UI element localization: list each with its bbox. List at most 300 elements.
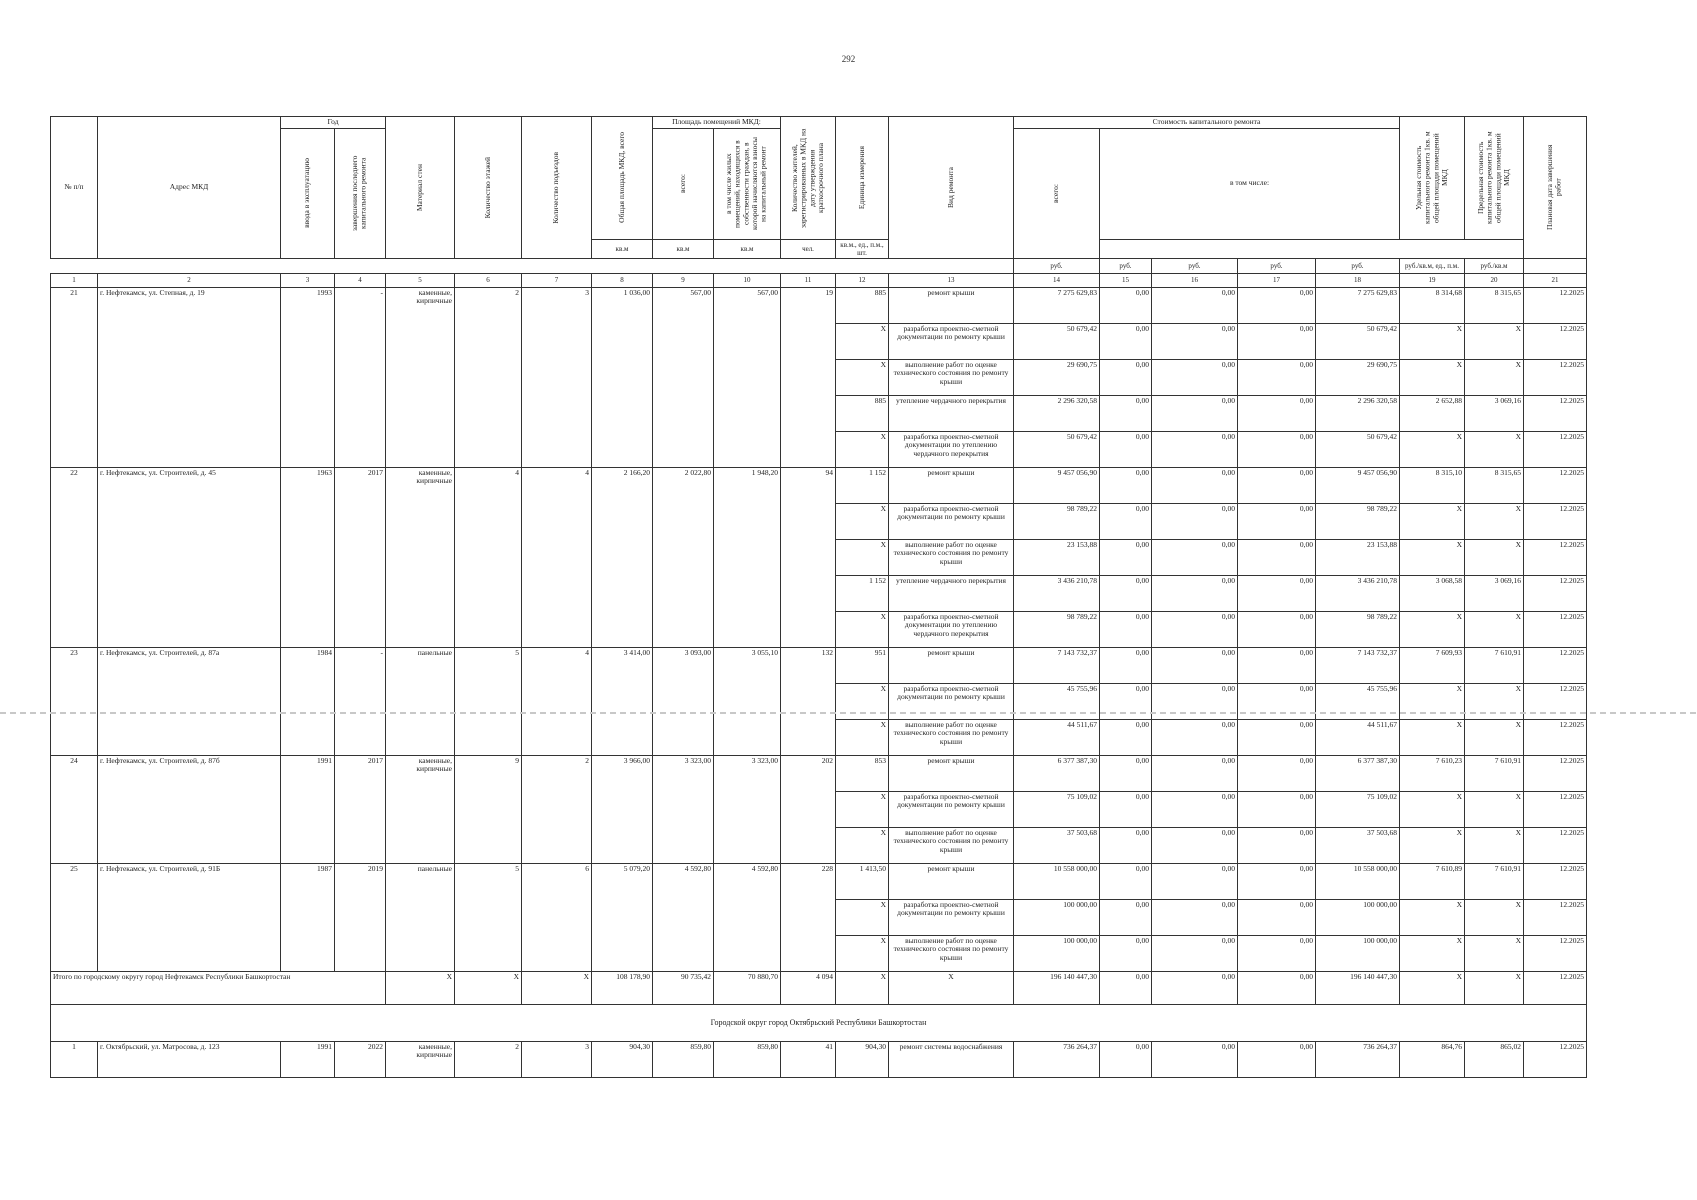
total-entrances: X xyxy=(522,971,592,1004)
work-type: выполнение работ по оценке технического состояния по ремонту крыши xyxy=(889,827,1014,863)
wall-material: каменные, кирпичные xyxy=(386,287,455,467)
work-type: ремонт крыши xyxy=(889,647,1014,683)
premises-contrib-area: 1 948,20 xyxy=(714,467,781,647)
cost-fund: 0,00 xyxy=(1100,395,1152,431)
work-type: выполнение работ по оценке технического состояния по ремонту крыши xyxy=(889,719,1014,755)
header-unit-cost: Удельная стоимость капитального ремонта 1кв. м общей площади помещений МКД xyxy=(1400,117,1465,240)
cost-fund: 0,00 xyxy=(1100,467,1152,503)
max-unit-cost: X xyxy=(1465,539,1524,575)
cost-republic-budget: 0,00 xyxy=(1152,899,1238,935)
floors-count: 2 xyxy=(455,1041,522,1077)
column-number: 10 xyxy=(714,273,781,287)
column-number: 11 xyxy=(781,273,836,287)
cost-local-budget: 0,00 xyxy=(1238,323,1316,359)
max-unit-cost: X xyxy=(1465,503,1524,539)
total-label: Итого по городскому округу город Нефтекамск Республики Башкортостан xyxy=(51,971,386,1004)
unit-cost: X xyxy=(1400,935,1465,971)
premises-contrib-area: 4 592,80 xyxy=(714,863,781,971)
unit-local: руб. xyxy=(1238,258,1316,273)
total-unit: X xyxy=(836,971,889,1004)
cost-fund: 0,00 xyxy=(1100,647,1152,683)
unit-premises-total: кв.м xyxy=(653,239,714,258)
cost-total: 37 503,68 xyxy=(1014,827,1100,863)
cost-local-budget: 0,00 xyxy=(1238,359,1316,395)
total-area: 3 966,00 xyxy=(592,755,653,863)
completion-date: 12.2025 xyxy=(1524,827,1587,863)
cost-republic-budget: 0,00 xyxy=(1152,323,1238,359)
cost-owners: 9 457 056,90 xyxy=(1316,467,1400,503)
cost-owners: 45 755,96 xyxy=(1316,683,1400,719)
cost-total: 98 789,22 xyxy=(1014,503,1100,539)
unit-cost: X xyxy=(1400,431,1465,467)
work-unit: X xyxy=(836,431,889,467)
unit-measure: кв.м., ед., п.м., шт. xyxy=(836,239,889,258)
completion-date: 12.2025 xyxy=(1524,323,1587,359)
unit-residents: чел. xyxy=(781,239,836,258)
unit-cost: X xyxy=(1400,683,1465,719)
work-type: разработка проектно-сметной документации по ремонту крыши xyxy=(889,683,1014,719)
column-number: 2 xyxy=(98,273,281,287)
work-unit: X xyxy=(836,719,889,755)
work-type: ремонт системы водоснабжения xyxy=(889,1041,1014,1077)
max-unit-cost: X xyxy=(1465,719,1524,755)
header-premises-contrib: в том числе жилых помещений, находящихся в собственности граждан, в которой начисляются взносы на капитальный ремонт xyxy=(714,128,781,239)
cost-total: 50 679,42 xyxy=(1014,323,1100,359)
unit-cost: X xyxy=(1400,503,1465,539)
work-type: разработка проектно-сметной документации по ремонту крыши xyxy=(889,503,1014,539)
total-premises-contrib: 70 880,70 xyxy=(714,971,781,1004)
unit-unit-cost: руб./кв.м, ед., п.м. xyxy=(1400,258,1465,273)
residents-count: 19 xyxy=(781,287,836,467)
completion-date: 12.2025 xyxy=(1524,935,1587,971)
row-number: 23 xyxy=(51,647,98,755)
row-number: 22 xyxy=(51,467,98,647)
completion-date: 12.2025 xyxy=(1524,611,1587,647)
column-number: 21 xyxy=(1524,273,1587,287)
column-number: 13 xyxy=(889,273,1014,287)
work-type: утепление чердачного перекрытия xyxy=(889,395,1014,431)
unit-cost: 7 609,93 xyxy=(1400,647,1465,683)
unit-cost: X xyxy=(1400,359,1465,395)
total-local-budget: 0,00 xyxy=(1238,971,1316,1004)
premises-area: 2 022,80 xyxy=(653,467,714,647)
wall-material: каменные, кирпичные xyxy=(386,467,455,647)
house-address: г. Нефтекамск, ул. Строителей, д. 45 xyxy=(98,467,281,647)
cost-fund: 0,00 xyxy=(1100,683,1152,719)
total-row xyxy=(51,971,1587,1004)
unit-cost: 864,76 xyxy=(1400,1041,1465,1077)
completion-date: 12.2025 xyxy=(1524,755,1587,791)
cost-republic-budget: 0,00 xyxy=(1152,287,1238,323)
cost-republic-budget: 0,00 xyxy=(1152,467,1238,503)
table-body xyxy=(51,273,1587,1077)
cost-fund: 0,00 xyxy=(1100,323,1152,359)
work-unit: X xyxy=(836,683,889,719)
table-row xyxy=(51,755,1587,791)
total-unit-cost: X xyxy=(1400,971,1465,1004)
cost-republic-budget: 0,00 xyxy=(1152,647,1238,683)
entrances-count: 4 xyxy=(522,647,592,755)
cost-republic-budget: 0,00 xyxy=(1152,683,1238,719)
cost-fund: 0,00 xyxy=(1100,539,1152,575)
cost-owners: 6 377 387,30 xyxy=(1316,755,1400,791)
completion-date: 12.2025 xyxy=(1524,395,1587,431)
work-unit: X xyxy=(836,323,889,359)
column-number: 15 xyxy=(1100,273,1152,287)
completion-date: 12.2025 xyxy=(1524,575,1587,611)
completion-date: 12.2025 xyxy=(1524,1041,1587,1077)
work-unit: X xyxy=(836,899,889,935)
work-unit: 1 152 xyxy=(836,575,889,611)
cost-fund: 0,00 xyxy=(1100,359,1152,395)
cost-owners: 100 000,00 xyxy=(1316,899,1400,935)
header-max-cost: Предельная стоимость капитального ремонта 1кв. м общей площади помещений МКД xyxy=(1465,117,1524,240)
year-last-repair: 2022 xyxy=(335,1041,386,1077)
completion-date: 12.2025 xyxy=(1524,647,1587,683)
completion-date: 12.2025 xyxy=(1524,467,1587,503)
cost-local-budget: 0,00 xyxy=(1238,503,1316,539)
total-max-cost: X xyxy=(1465,971,1524,1004)
total-area: 5 079,20 xyxy=(592,863,653,971)
column-number: 18 xyxy=(1316,273,1400,287)
residents-count: 132 xyxy=(781,647,836,755)
cost-owners: 3 436 210,78 xyxy=(1316,575,1400,611)
cost-republic-budget: 0,00 xyxy=(1152,863,1238,899)
work-unit: 1 413,50 xyxy=(836,863,889,899)
unit-cost: 7 610,89 xyxy=(1400,863,1465,899)
table-row xyxy=(51,467,1587,503)
column-number: 20 xyxy=(1465,273,1524,287)
work-unit: X xyxy=(836,611,889,647)
year-built: 1991 xyxy=(281,755,335,863)
year-last-repair: 2017 xyxy=(335,467,386,647)
cost-total: 2 296 320,58 xyxy=(1014,395,1100,431)
cost-local-budget: 0,00 xyxy=(1238,827,1316,863)
cost-fund: 0,00 xyxy=(1100,287,1152,323)
residents-count: 94 xyxy=(781,467,836,647)
premises-contrib-area: 3 323,00 xyxy=(714,755,781,863)
completion-date: 12.2025 xyxy=(1524,359,1587,395)
header-unit: Единица измерения xyxy=(836,117,889,240)
total-area-sum: 108 178,90 xyxy=(592,971,653,1004)
max-unit-cost: X xyxy=(1465,431,1524,467)
premises-area: 567,00 xyxy=(653,287,714,467)
floors-count: 2 xyxy=(455,287,522,467)
work-unit: X xyxy=(836,539,889,575)
total-area: 3 414,00 xyxy=(592,647,653,755)
unit-cost: X xyxy=(1400,791,1465,827)
work-type: утепление чердачного перекрытия xyxy=(889,575,1014,611)
total-material: X xyxy=(386,971,455,1004)
unit-cost: X xyxy=(1400,719,1465,755)
column-number: 4 xyxy=(335,273,386,287)
cost-owners: 10 558 000,00 xyxy=(1316,863,1400,899)
completion-date: 12.2025 xyxy=(1524,899,1587,935)
cost-local-budget: 0,00 xyxy=(1238,611,1316,647)
table-row xyxy=(51,647,1587,683)
repair-plan-table xyxy=(50,116,1587,1078)
unit-owners: руб. xyxy=(1316,258,1400,273)
cost-local-budget: 0,00 xyxy=(1238,1041,1316,1077)
cost-local-budget: 0,00 xyxy=(1238,755,1316,791)
cost-local-budget: 0,00 xyxy=(1238,899,1316,935)
column-number: 3 xyxy=(281,273,335,287)
entrances-count: 2 xyxy=(522,755,592,863)
max-unit-cost: X xyxy=(1465,323,1524,359)
cost-owners: 44 511,67 xyxy=(1316,719,1400,755)
cost-total: 10 558 000,00 xyxy=(1014,863,1100,899)
cost-local-budget: 0,00 xyxy=(1238,683,1316,719)
completion-date: 12.2025 xyxy=(1524,719,1587,755)
work-type: разработка проектно-сметной документации по ремонту крыши xyxy=(889,791,1014,827)
cost-total: 23 153,88 xyxy=(1014,539,1100,575)
header-entrances: Количество подъездов xyxy=(522,117,592,259)
header-num: № п/п xyxy=(51,117,98,259)
header-year-commissioning: ввода в эксплуатацию xyxy=(281,128,335,258)
cost-owners: 50 679,42 xyxy=(1316,431,1400,467)
premises-area: 3 323,00 xyxy=(653,755,714,863)
cost-local-budget: 0,00 xyxy=(1238,575,1316,611)
scan-artifact-line xyxy=(0,712,1697,714)
completion-date: 12.2025 xyxy=(1524,431,1587,467)
column-number: 19 xyxy=(1400,273,1465,287)
unit-total-area: кв.м xyxy=(592,239,653,258)
cost-owners: 29 690,75 xyxy=(1316,359,1400,395)
work-unit: 904,30 xyxy=(836,1041,889,1077)
entrances-count: 4 xyxy=(522,467,592,647)
house-address: г. Нефтекамск, ул. Строителей, д. 91Б xyxy=(98,863,281,971)
row-number: 21 xyxy=(51,287,98,467)
year-built: 1987 xyxy=(281,863,335,971)
residents-count: 41 xyxy=(781,1041,836,1077)
premises-area: 859,80 xyxy=(653,1041,714,1077)
header-residents: Количество жителей, зарегистрированных в МКД на дату утверждения краткосрочного плана xyxy=(781,117,836,240)
unit-cost: 8 314,68 xyxy=(1400,287,1465,323)
cost-owners: 98 789,22 xyxy=(1316,611,1400,647)
cost-total: 50 679,42 xyxy=(1014,431,1100,467)
total-fund: 0,00 xyxy=(1100,971,1152,1004)
unit-cost: X xyxy=(1400,827,1465,863)
completion-date: 12.2025 xyxy=(1524,683,1587,719)
premises-contrib-area: 567,00 xyxy=(714,287,781,467)
header-completion-date: Плановая дата завершения работ xyxy=(1524,117,1587,259)
max-unit-cost: 7 610,91 xyxy=(1465,647,1524,683)
max-unit-cost: 7 610,91 xyxy=(1465,755,1524,791)
cost-total: 75 109,02 xyxy=(1014,791,1100,827)
header-year-last-repair: завершения последнего капитального ремонта xyxy=(335,128,386,258)
cost-owners: 98 789,22 xyxy=(1316,503,1400,539)
work-type: разработка проектно-сметной документации по утеплению чердачного перекрытия xyxy=(889,611,1014,647)
wall-material: каменные, кирпичные xyxy=(386,1041,455,1077)
cost-local-budget: 0,00 xyxy=(1238,431,1316,467)
max-unit-cost: 7 610,91 xyxy=(1465,863,1524,899)
unit-fund: руб. xyxy=(1100,258,1152,273)
work-type: ремонт крыши xyxy=(889,467,1014,503)
unit-rb: руб. xyxy=(1152,258,1238,273)
cost-local-budget: 0,00 xyxy=(1238,467,1316,503)
entrances-count: 6 xyxy=(522,863,592,971)
cost-owners: 75 109,02 xyxy=(1316,791,1400,827)
cost-republic-budget: 0,00 xyxy=(1152,395,1238,431)
cost-republic-budget: 0,00 xyxy=(1152,539,1238,575)
cost-fund: 0,00 xyxy=(1100,935,1152,971)
premises-contrib-area: 859,80 xyxy=(714,1041,781,1077)
work-type: разработка проектно-сметной документации по утеплению чердачного перекрытия xyxy=(889,431,1014,467)
house-address: г. Нефтекамск, ул. Строителей, д. 87б xyxy=(98,755,281,863)
total-residents: 4 094 xyxy=(781,971,836,1004)
cost-owners: 736 264,37 xyxy=(1316,1041,1400,1077)
cost-fund: 0,00 xyxy=(1100,1041,1152,1077)
cost-fund: 0,00 xyxy=(1100,755,1152,791)
total-floors: X xyxy=(455,971,522,1004)
cost-total: 7 143 732,37 xyxy=(1014,647,1100,683)
column-number: 9 xyxy=(653,273,714,287)
cost-owners: 37 503,68 xyxy=(1316,827,1400,863)
cost-total: 3 436 210,78 xyxy=(1014,575,1100,611)
cost-republic-budget: 0,00 xyxy=(1152,791,1238,827)
table-row xyxy=(51,287,1587,323)
cost-fund: 0,00 xyxy=(1100,791,1152,827)
unit-cost: 7 610,23 xyxy=(1400,755,1465,791)
year-last-repair: - xyxy=(335,287,386,467)
total-date: 12.2025 xyxy=(1524,971,1587,1004)
max-unit-cost: 865,02 xyxy=(1465,1041,1524,1077)
header-total-area: Общая площадь МКД, всего xyxy=(592,117,653,240)
cost-local-budget: 0,00 xyxy=(1238,539,1316,575)
header-work-type: Вид ремонта xyxy=(889,117,1014,259)
column-number: 12 xyxy=(836,273,889,287)
year-built: 1963 xyxy=(281,467,335,647)
cost-total: 100 000,00 xyxy=(1014,899,1100,935)
completion-date: 12.2025 xyxy=(1524,863,1587,899)
row-number: 1 xyxy=(51,1041,98,1077)
header-cost-group: Стоимость капитального ремонта xyxy=(1014,117,1400,129)
column-number: 14 xyxy=(1014,273,1100,287)
floors-count: 5 xyxy=(455,863,522,971)
work-type: выполнение работ по оценке технического состояния по ремонту крыши xyxy=(889,935,1014,971)
cost-local-budget: 0,00 xyxy=(1238,719,1316,755)
cost-local-budget: 0,00 xyxy=(1238,863,1316,899)
residents-count: 202 xyxy=(781,755,836,863)
max-unit-cost: X xyxy=(1465,791,1524,827)
max-unit-cost: 3 069,16 xyxy=(1465,395,1524,431)
year-built: 1984 xyxy=(281,647,335,755)
max-unit-cost: 8 315,65 xyxy=(1465,287,1524,323)
year-built: 1993 xyxy=(281,287,335,467)
cost-owners: 2 296 320,58 xyxy=(1316,395,1400,431)
unit-max-cost: руб./кв.м xyxy=(1465,258,1524,273)
total-area: 2 166,20 xyxy=(592,467,653,647)
total-work-type: X xyxy=(889,971,1014,1004)
total-premises-area: 90 735,42 xyxy=(653,971,714,1004)
cost-total: 6 377 387,30 xyxy=(1014,755,1100,791)
work-type: разработка проектно-сметной документации по ремонту крыши xyxy=(889,323,1014,359)
max-unit-cost: 8 315,65 xyxy=(1465,467,1524,503)
cost-republic-budget: 0,00 xyxy=(1152,431,1238,467)
premises-contrib-area: 3 055,10 xyxy=(714,647,781,755)
max-unit-cost: 3 069,16 xyxy=(1465,575,1524,611)
cost-fund: 0,00 xyxy=(1100,503,1152,539)
max-unit-cost: X xyxy=(1465,359,1524,395)
cost-total: 9 457 056,90 xyxy=(1014,467,1100,503)
max-unit-cost: X xyxy=(1465,683,1524,719)
cost-local-budget: 0,00 xyxy=(1238,395,1316,431)
entrances-count: 3 xyxy=(522,287,592,467)
cost-republic-budget: 0,00 xyxy=(1152,827,1238,863)
total-republic-budget: 0,00 xyxy=(1152,971,1238,1004)
work-type: ремонт крыши xyxy=(889,755,1014,791)
unit-cost: 8 315,10 xyxy=(1400,467,1465,503)
work-unit: X xyxy=(836,935,889,971)
total-cost: 196 140 447,30 xyxy=(1014,971,1100,1004)
completion-date: 12.2025 xyxy=(1524,503,1587,539)
column-number: 6 xyxy=(455,273,522,287)
cost-fund: 0,00 xyxy=(1100,719,1152,755)
cost-republic-budget: 0,00 xyxy=(1152,611,1238,647)
cost-fund: 0,00 xyxy=(1100,827,1152,863)
cost-republic-budget: 0,00 xyxy=(1152,575,1238,611)
table-row xyxy=(51,1041,1587,1077)
row-number: 25 xyxy=(51,863,98,971)
cost-local-budget: 0,00 xyxy=(1238,791,1316,827)
cost-fund: 0,00 xyxy=(1100,611,1152,647)
unit-cost: X xyxy=(1400,899,1465,935)
wall-material: панельные xyxy=(386,863,455,971)
premises-area: 4 592,80 xyxy=(653,863,714,971)
work-unit: 885 xyxy=(836,287,889,323)
work-type: разработка проектно-сметной документации по ремонту крыши xyxy=(889,899,1014,935)
total-area: 904,30 xyxy=(592,1041,653,1077)
total-owners: 196 140 447,30 xyxy=(1316,971,1400,1004)
section-title: Городской округ город Октябрьский Республики Башкортостан xyxy=(51,1004,1587,1041)
work-type: выполнение работ по оценке технического состояния по ремонту крыши xyxy=(889,539,1014,575)
header-wall-material: Материал стен xyxy=(386,117,455,259)
cost-total: 45 755,96 xyxy=(1014,683,1100,719)
year-built: 1991 xyxy=(281,1041,335,1077)
section-title-row xyxy=(51,1004,1587,1041)
unit-cost: 3 068,58 xyxy=(1400,575,1465,611)
cost-local-budget: 0,00 xyxy=(1238,647,1316,683)
house-address: г. Нефтекамск, ул. Степная, д. 19 xyxy=(98,287,281,467)
cost-total: 736 264,37 xyxy=(1014,1041,1100,1077)
work-unit: 853 xyxy=(836,755,889,791)
work-type: выполнение работ по оценке технического состояния по ремонту крыши xyxy=(889,359,1014,395)
column-number: 1 xyxy=(51,273,98,287)
cost-republic-budget: 0,00 xyxy=(1152,935,1238,971)
work-unit: 1 152 xyxy=(836,467,889,503)
header-cost-total: всего: xyxy=(1014,128,1100,258)
unit-premises-contrib: кв.м xyxy=(714,239,781,258)
unit-cost: X xyxy=(1400,611,1465,647)
cost-total: 98 789,22 xyxy=(1014,611,1100,647)
work-unit: X xyxy=(836,827,889,863)
max-unit-cost: X xyxy=(1465,899,1524,935)
residents-count: 228 xyxy=(781,863,836,971)
unit-cost: 2 652,88 xyxy=(1400,395,1465,431)
work-unit: X xyxy=(836,359,889,395)
column-number: 8 xyxy=(592,273,653,287)
completion-date: 12.2025 xyxy=(1524,287,1587,323)
cost-fund: 0,00 xyxy=(1100,899,1152,935)
header-floors: Количество этажей xyxy=(455,117,522,259)
total-area: 1 036,00 xyxy=(592,287,653,467)
cost-owners: 23 153,88 xyxy=(1316,539,1400,575)
work-unit: 885 xyxy=(836,395,889,431)
wall-material: каменные, кирпичные xyxy=(386,755,455,863)
header-premises-group: Площадь помещений МКД: xyxy=(653,117,781,129)
work-type: ремонт крыши xyxy=(889,863,1014,899)
max-unit-cost: X xyxy=(1465,611,1524,647)
